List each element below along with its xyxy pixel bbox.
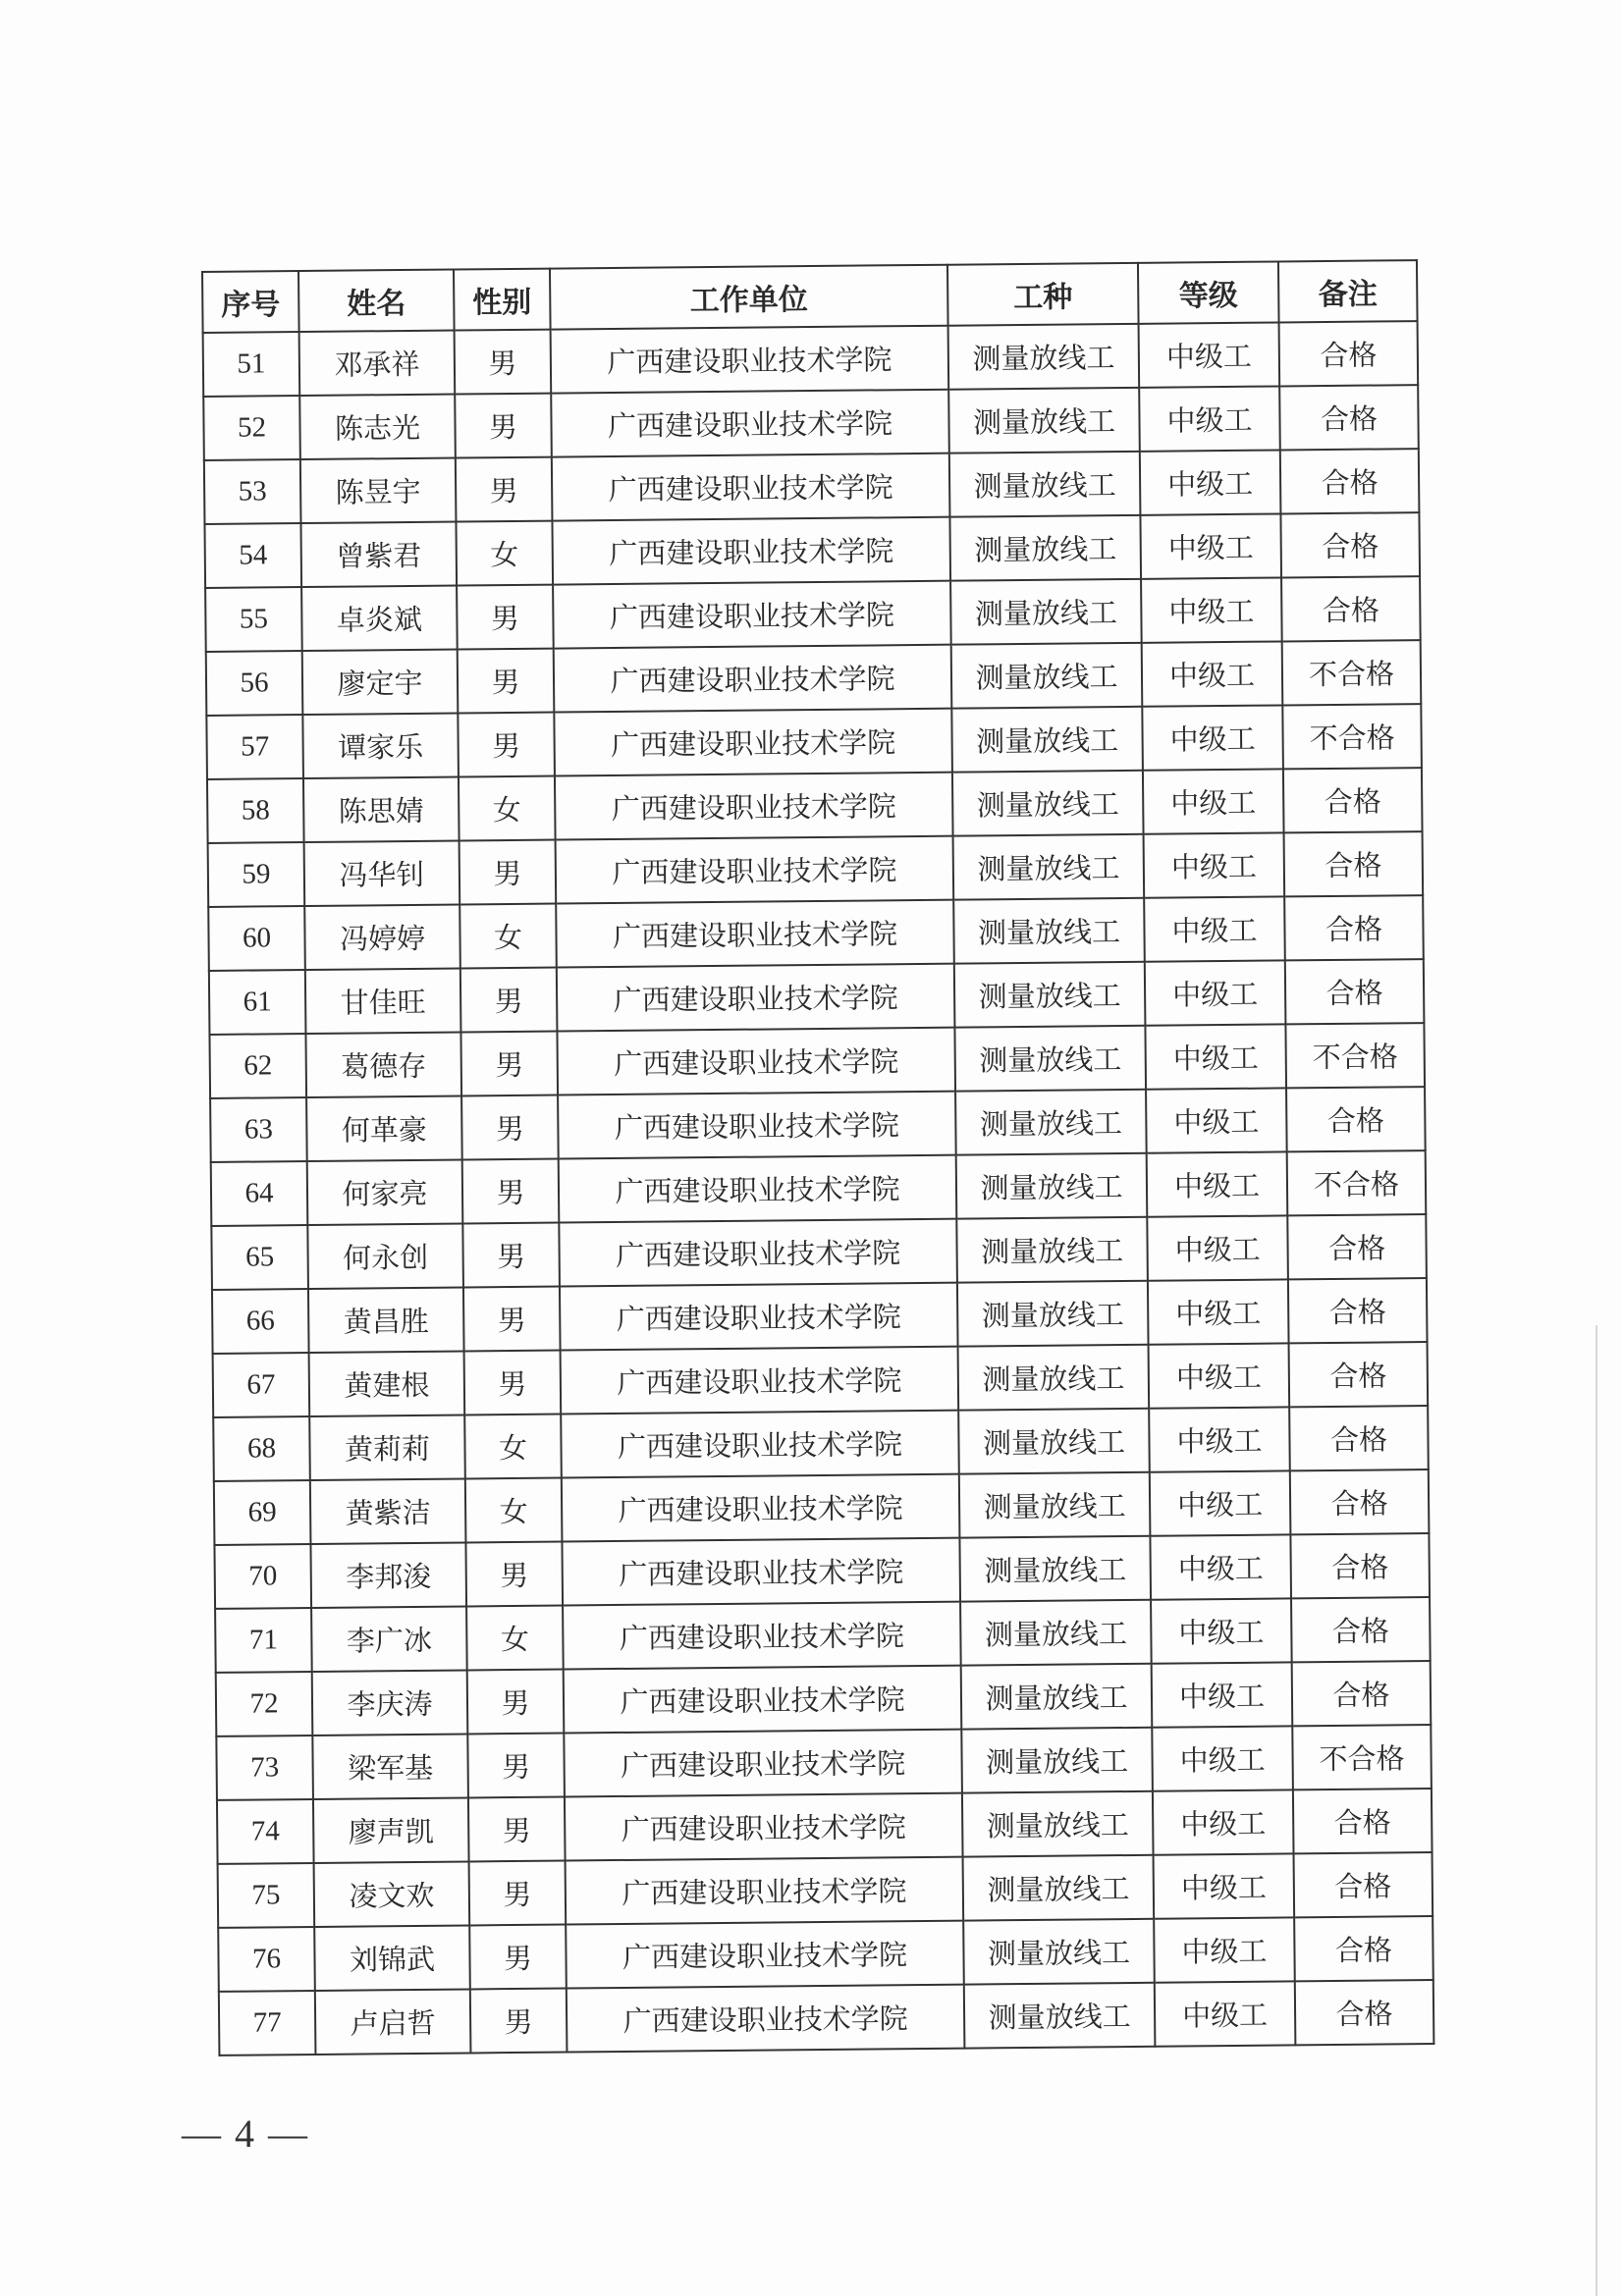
cell-trade: 测量放线工	[953, 898, 1145, 964]
cell-work-unit: 广西建设职业技术学院	[551, 390, 949, 457]
cell-gender: 男	[457, 585, 554, 650]
cell-level: 中级工	[1142, 641, 1283, 706]
cell-serial-number: 76	[218, 1927, 315, 1992]
cell-serial-number: 69	[214, 1480, 311, 1545]
table-row	[216, 1725, 1432, 1800]
cell-trade: 测量放线工	[948, 324, 1140, 390]
table-row	[214, 1533, 1430, 1609]
cell-gender: 男	[456, 457, 553, 522]
cell-gender: 男	[455, 330, 552, 395]
cell-work-unit: 广西建设职业技术学院	[553, 581, 951, 649]
cell-trade: 测量放线工	[951, 643, 1143, 709]
cell-gender: 男	[467, 1670, 565, 1735]
cell-trade: 测量放线工	[961, 1664, 1153, 1730]
cell-name: 曾紫君	[300, 522, 457, 588]
cell-work-unit: 广西建设职业技术学院	[561, 1411, 959, 1478]
cell-remarks: 合格	[1290, 1533, 1430, 1598]
cell-name: 凌文欢	[314, 1861, 470, 1927]
cell-level: 中级工	[1155, 1981, 1296, 2046]
table-row	[206, 640, 1422, 716]
cell-remarks: 合格	[1293, 1789, 1433, 1853]
table-row	[203, 385, 1419, 460]
cell-level: 中级工	[1139, 322, 1280, 387]
cell-serial-number: 64	[211, 1161, 308, 1226]
table-body	[203, 321, 1434, 2056]
cell-trade: 测量放线工	[951, 707, 1143, 773]
cell-serial-number: 58	[207, 778, 304, 843]
cell-level: 中级工	[1148, 1279, 1289, 1344]
cell-remarks: 合格	[1288, 1278, 1428, 1343]
cell-gender: 男	[460, 1032, 558, 1096]
cell-gender: 男	[468, 1797, 566, 1862]
cell-work-unit: 广西建设职业技术学院	[551, 326, 949, 394]
cell-work-unit: 广西建设职业技术学院	[562, 1474, 960, 1542]
cell-name: 冯华钊	[304, 841, 460, 907]
cell-trade: 测量放线工	[948, 388, 1140, 454]
table-row	[212, 1278, 1428, 1354]
cell-trade: 测量放线工	[959, 1472, 1151, 1538]
cell-gender: 男	[464, 1351, 562, 1415]
cell-remarks: 合格	[1284, 831, 1424, 896]
cell-gender: 男	[458, 713, 555, 777]
cell-work-unit: 广西建设职业技术学院	[561, 1347, 959, 1415]
cell-serial-number: 72	[216, 1672, 313, 1736]
cell-gender: 女	[465, 1478, 563, 1543]
cell-work-unit: 广西建设职业技术学院	[566, 1921, 964, 1989]
cell-remarks: 合格	[1289, 1406, 1429, 1470]
cell-remarks: 合格	[1291, 1597, 1431, 1662]
cell-remarks: 合格	[1289, 1342, 1429, 1407]
cell-serial-number: 68	[213, 1416, 310, 1481]
cell-trade: 测量放线工	[963, 1855, 1155, 1921]
cell-gender: 女	[464, 1415, 562, 1479]
cell-level: 中级工	[1151, 1598, 1292, 1663]
table-row	[208, 895, 1424, 971]
cell-trade: 测量放线工	[953, 834, 1145, 900]
cell-work-unit: 广西建设职业技术学院	[559, 1155, 957, 1223]
cell-serial-number: 53	[204, 459, 301, 524]
header-level: 等级	[1138, 261, 1279, 323]
table-row	[219, 1980, 1434, 2056]
cell-trade: 测量放线工	[954, 962, 1146, 1028]
cell-level: 中级工	[1153, 1789, 1294, 1854]
cell-trade: 测量放线工	[963, 1919, 1155, 1985]
cell-level: 中级工	[1139, 386, 1280, 451]
cell-gender: 男	[458, 649, 555, 714]
cell-gender: 男	[462, 1223, 560, 1288]
cell-serial-number: 57	[206, 715, 303, 779]
cell-gender: 女	[466, 1606, 564, 1671]
cell-name: 何家亮	[307, 1159, 463, 1225]
cell-level: 中级工	[1144, 896, 1285, 961]
cell-name: 陈志光	[299, 395, 456, 460]
cell-trade: 测量放线工	[956, 1153, 1148, 1219]
cell-trade: 测量放线工	[952, 771, 1144, 836]
table-row	[218, 1852, 1433, 1928]
table-row	[215, 1597, 1431, 1673]
table-row	[218, 1916, 1433, 1992]
cell-remarks: 合格	[1280, 512, 1420, 577]
page-number: — 4 —	[182, 2111, 309, 2156]
table-row	[211, 1214, 1427, 1290]
cell-level: 中级工	[1142, 705, 1283, 770]
cell-work-unit: 广西建设职业技术学院	[555, 773, 953, 840]
cell-name: 李邦浚	[310, 1542, 466, 1608]
cell-remarks: 不合格	[1282, 704, 1422, 769]
cell-name: 刘锦武	[314, 1925, 470, 1991]
table-row	[203, 321, 1419, 397]
cell-level: 中级工	[1150, 1534, 1291, 1599]
cell-work-unit: 广西建设职业技术学院	[557, 964, 955, 1032]
table-row	[216, 1661, 1432, 1736]
cell-trade: 测量放线工	[958, 1409, 1150, 1474]
cell-trade: 测量放线工	[949, 515, 1141, 581]
cell-serial-number: 63	[210, 1097, 307, 1162]
table-row	[211, 1150, 1427, 1226]
cell-serial-number: 65	[211, 1225, 308, 1290]
cell-serial-number: 66	[212, 1289, 309, 1354]
cell-serial-number: 73	[216, 1735, 313, 1800]
cell-remarks: 合格	[1279, 385, 1419, 450]
table-row	[213, 1342, 1429, 1417]
cell-trade: 测量放线工	[959, 1536, 1151, 1602]
cell-serial-number: 67	[213, 1353, 310, 1417]
cell-name: 李广冰	[311, 1606, 467, 1672]
cell-level: 中级工	[1146, 1088, 1287, 1152]
cell-name: 陈思婧	[303, 777, 460, 843]
table-row	[204, 449, 1420, 524]
cell-serial-number: 70	[214, 1544, 311, 1609]
cell-gender: 男	[465, 1542, 563, 1607]
header-serial-number: 序号	[202, 271, 299, 333]
cell-name: 黄昌胜	[308, 1287, 464, 1353]
cell-level: 中级工	[1141, 577, 1282, 642]
cell-gender: 男	[462, 1159, 560, 1224]
cell-level: 中级工	[1154, 1917, 1295, 1982]
header-trade: 工种	[947, 263, 1139, 326]
cell-name: 谭家乐	[302, 714, 459, 779]
cell-gender: 女	[459, 776, 556, 841]
cell-level: 中级工	[1140, 450, 1281, 514]
cell-trade: 测量放线工	[949, 452, 1141, 517]
cell-trade: 测量放线工	[960, 1600, 1152, 1666]
cell-gender: 男	[469, 1861, 567, 1926]
cell-name: 何永创	[307, 1223, 463, 1289]
cell-name: 陈昱宇	[300, 458, 457, 524]
cell-work-unit: 广西建设职业技术学院	[556, 900, 954, 968]
cell-trade: 测量放线工	[956, 1217, 1148, 1283]
cell-work-unit: 广西建设职业技术学院	[558, 1092, 956, 1159]
cell-name: 冯婷婷	[304, 905, 460, 971]
table-row	[209, 1023, 1425, 1098]
cell-serial-number: 51	[203, 332, 300, 397]
cell-remarks: 合格	[1284, 895, 1424, 960]
cell-gender: 男	[469, 1925, 567, 1990]
cell-remarks: 合格	[1294, 1852, 1433, 1917]
header-gender: 性别	[454, 269, 551, 331]
cell-work-unit: 广西建设职业技术学院	[556, 836, 954, 904]
table-row	[208, 831, 1424, 907]
cell-name: 甘佳旺	[305, 969, 461, 1035]
cell-name: 邓承祥	[299, 331, 456, 397]
cell-gender: 男	[463, 1287, 561, 1352]
cell-work-unit: 广西建设职业技术学院	[560, 1283, 958, 1351]
cell-trade: 测量放线工	[950, 579, 1142, 645]
cell-serial-number: 74	[217, 1799, 314, 1864]
cell-serial-number: 62	[209, 1034, 306, 1098]
table-row	[217, 1789, 1433, 1864]
cell-gender: 男	[461, 1095, 559, 1160]
cell-gender: 男	[470, 1989, 568, 2054]
scan-edge-line	[1595, 1325, 1597, 2296]
cell-serial-number: 59	[208, 842, 305, 907]
cell-name: 黄紫洁	[310, 1478, 466, 1544]
cell-name: 卓炎斌	[301, 586, 458, 652]
cell-name: 何革豪	[306, 1095, 462, 1161]
cell-name: 廖定宇	[302, 650, 459, 716]
roster-table	[201, 259, 1434, 2056]
table-row	[214, 1469, 1430, 1545]
cell-remarks: 合格	[1292, 1661, 1432, 1726]
table-row	[209, 959, 1425, 1035]
cell-work-unit: 广西建设职业技术学院	[557, 1028, 955, 1095]
cell-name: 李庆涛	[312, 1670, 468, 1735]
cell-remarks: 合格	[1280, 449, 1420, 513]
cell-work-unit: 广西建设职业技术学院	[563, 1602, 961, 1670]
cell-remarks: 合格	[1294, 1916, 1433, 1981]
cell-level: 中级工	[1152, 1662, 1293, 1727]
cell-work-unit: 广西建设职业技术学院	[552, 517, 950, 585]
cell-trade: 测量放线工	[961, 1728, 1153, 1793]
cell-serial-number: 56	[206, 651, 303, 716]
cell-trade: 测量放线工	[964, 1983, 1156, 2049]
cell-level: 中级工	[1140, 513, 1281, 578]
cell-work-unit: 广西建设职业技术学院	[566, 1857, 964, 1925]
table-row	[207, 768, 1423, 843]
cell-name: 黄莉莉	[309, 1415, 465, 1480]
cell-serial-number: 52	[203, 396, 300, 460]
cell-remarks: 合格	[1290, 1469, 1430, 1534]
cell-remarks: 合格	[1287, 1214, 1427, 1279]
cell-remarks: 合格	[1286, 1087, 1426, 1151]
cell-work-unit: 广西建设职业技术学院	[554, 709, 952, 776]
cell-gender: 男	[460, 840, 557, 905]
cell-work-unit: 广西建设职业技术学院	[552, 454, 950, 521]
cell-name: 黄建根	[309, 1351, 465, 1416]
cell-work-unit: 广西建设职业技术学院	[554, 645, 952, 713]
cell-work-unit: 广西建设职业技术学院	[565, 1793, 963, 1861]
cell-gender: 男	[455, 394, 552, 458]
cell-remarks: 不合格	[1292, 1725, 1432, 1789]
cell-serial-number: 54	[204, 523, 301, 588]
cell-trade: 测量放线工	[957, 1281, 1149, 1347]
cell-level: 中级工	[1143, 769, 1284, 833]
cell-work-unit: 广西建设职业技术学院	[559, 1219, 957, 1287]
cell-work-unit: 广西建设职业技术学院	[562, 1538, 960, 1606]
cell-remarks: 合格	[1285, 959, 1425, 1024]
cell-remarks: 合格	[1283, 768, 1423, 832]
cell-work-unit: 广西建设职业技术学院	[567, 1985, 965, 2053]
cell-level: 中级工	[1149, 1407, 1290, 1471]
table-row	[210, 1087, 1426, 1162]
cell-work-unit: 广西建设职业技术学院	[564, 1666, 962, 1734]
cell-remarks: 不合格	[1285, 1023, 1425, 1088]
table-row	[213, 1406, 1429, 1481]
cell-serial-number: 77	[219, 1991, 316, 2056]
cell-serial-number: 60	[208, 906, 305, 971]
cell-trade: 测量放线工	[962, 1791, 1154, 1857]
cell-remarks: 不合格	[1287, 1150, 1427, 1215]
cell-name: 梁军基	[312, 1734, 468, 1799]
cell-level: 中级工	[1145, 960, 1286, 1025]
cell-trade: 测量放线工	[958, 1345, 1150, 1411]
cell-level: 中级工	[1147, 1151, 1288, 1216]
cell-gender: 男	[460, 968, 558, 1033]
cell-gender: 女	[460, 904, 557, 969]
cell-serial-number: 55	[205, 587, 302, 652]
cell-name: 廖声凯	[313, 1797, 469, 1863]
cell-level: 中级工	[1149, 1343, 1290, 1408]
cell-work-unit: 广西建设职业技术学院	[564, 1730, 962, 1797]
cell-level: 中级工	[1144, 832, 1285, 897]
header-work-unit: 工作单位	[550, 265, 948, 330]
cell-remarks: 合格	[1295, 1980, 1434, 2045]
cell-remarks: 不合格	[1282, 640, 1422, 705]
cell-serial-number: 75	[218, 1863, 315, 1928]
cell-name: 葛德存	[305, 1032, 461, 1097]
cell-gender: 男	[467, 1734, 565, 1798]
cell-gender: 女	[456, 521, 553, 586]
cell-serial-number: 61	[209, 970, 306, 1035]
cell-trade: 测量放线工	[954, 1026, 1146, 1092]
cell-level: 中级工	[1154, 1853, 1295, 1918]
cell-remarks: 合格	[1281, 576, 1421, 641]
table-row	[204, 512, 1420, 588]
cell-level: 中级工	[1152, 1726, 1293, 1790]
cell-serial-number: 71	[215, 1608, 312, 1673]
cell-level: 中级工	[1145, 1024, 1286, 1089]
cell-level: 中级工	[1150, 1470, 1291, 1535]
cell-trade: 测量放线工	[955, 1090, 1147, 1155]
cell-name: 卢启哲	[315, 1989, 471, 2055]
cell-level: 中级工	[1147, 1215, 1288, 1280]
header-remarks: 备注	[1278, 260, 1418, 322]
table-row	[206, 704, 1422, 779]
header-name: 姓名	[298, 270, 455, 333]
cell-remarks: 合格	[1279, 321, 1419, 386]
table-row	[205, 576, 1421, 652]
